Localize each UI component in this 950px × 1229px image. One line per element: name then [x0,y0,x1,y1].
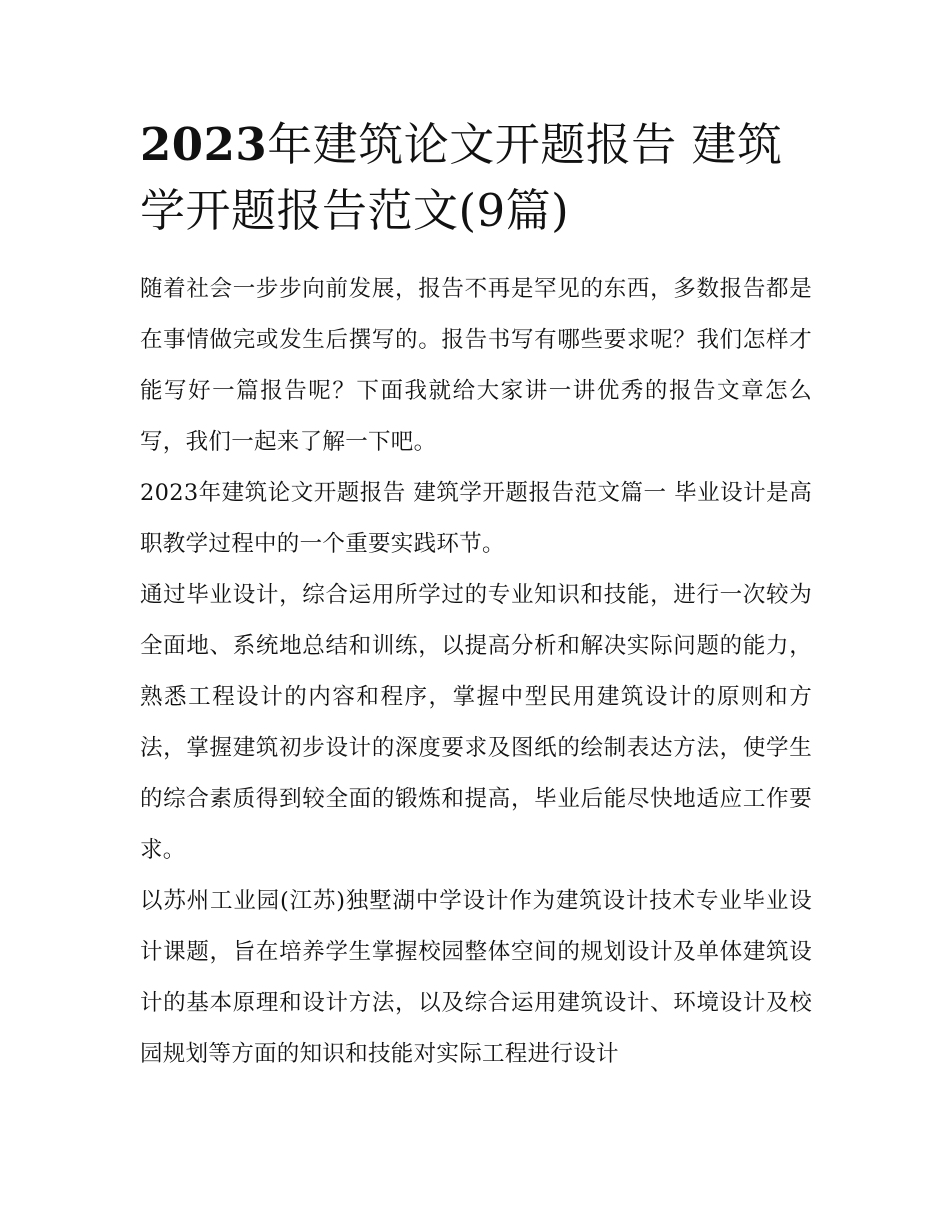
paragraph-intro: 随着社会一步步向前发展，报告不再是罕见的东西，多数报告都是在事情做完或发生后撰写的。报告书写有哪些要求呢？我们怎样才能写好一篇报告呢？下面我就给大家讲一讲优秀的报告文章怎么写，我们一起来了解一下吧。 [140,276,812,455]
paragraph-topic: 以苏州工业园(江苏)独墅湖中学设计作为建筑设计技术专业毕业设计课题，旨在培养学生掌握校园整体空间的规划设计及单体建筑设计的基本原理和设计方法，以及综合运用建筑设计、环境设计及校园规划等方面的知识和技能对实际工程进行设计 [140,888,812,1067]
title-text: 年建筑论文开题报告 建筑学开题报告范文(9篇) [140,118,783,237]
document-page [140,112,812,1080]
paragraph-purpose: 通过毕业设计，综合运用所学过的专业知识和技能，进行一次较为全面地、系统地总结和训练，以提高分析和解决实际问题的能力，熟悉工程设计的内容和程序，掌握中型民用建筑设计的原则和方法，掌握建筑初步设计的深度要求及图纸的绘制表达方法，使学生的综合素质得到较全面的锻炼和提高，毕业后能尽快地适应工作要求。 [140,582,812,863]
title-year: 2023 [140,118,268,171]
document-title [140,112,812,244]
paragraph-section-one: 2023年建筑论文开题报告 建筑学开题报告范文篇一 毕业设计是高职教学过程中的一个重要实践环节。 [140,480,812,557]
